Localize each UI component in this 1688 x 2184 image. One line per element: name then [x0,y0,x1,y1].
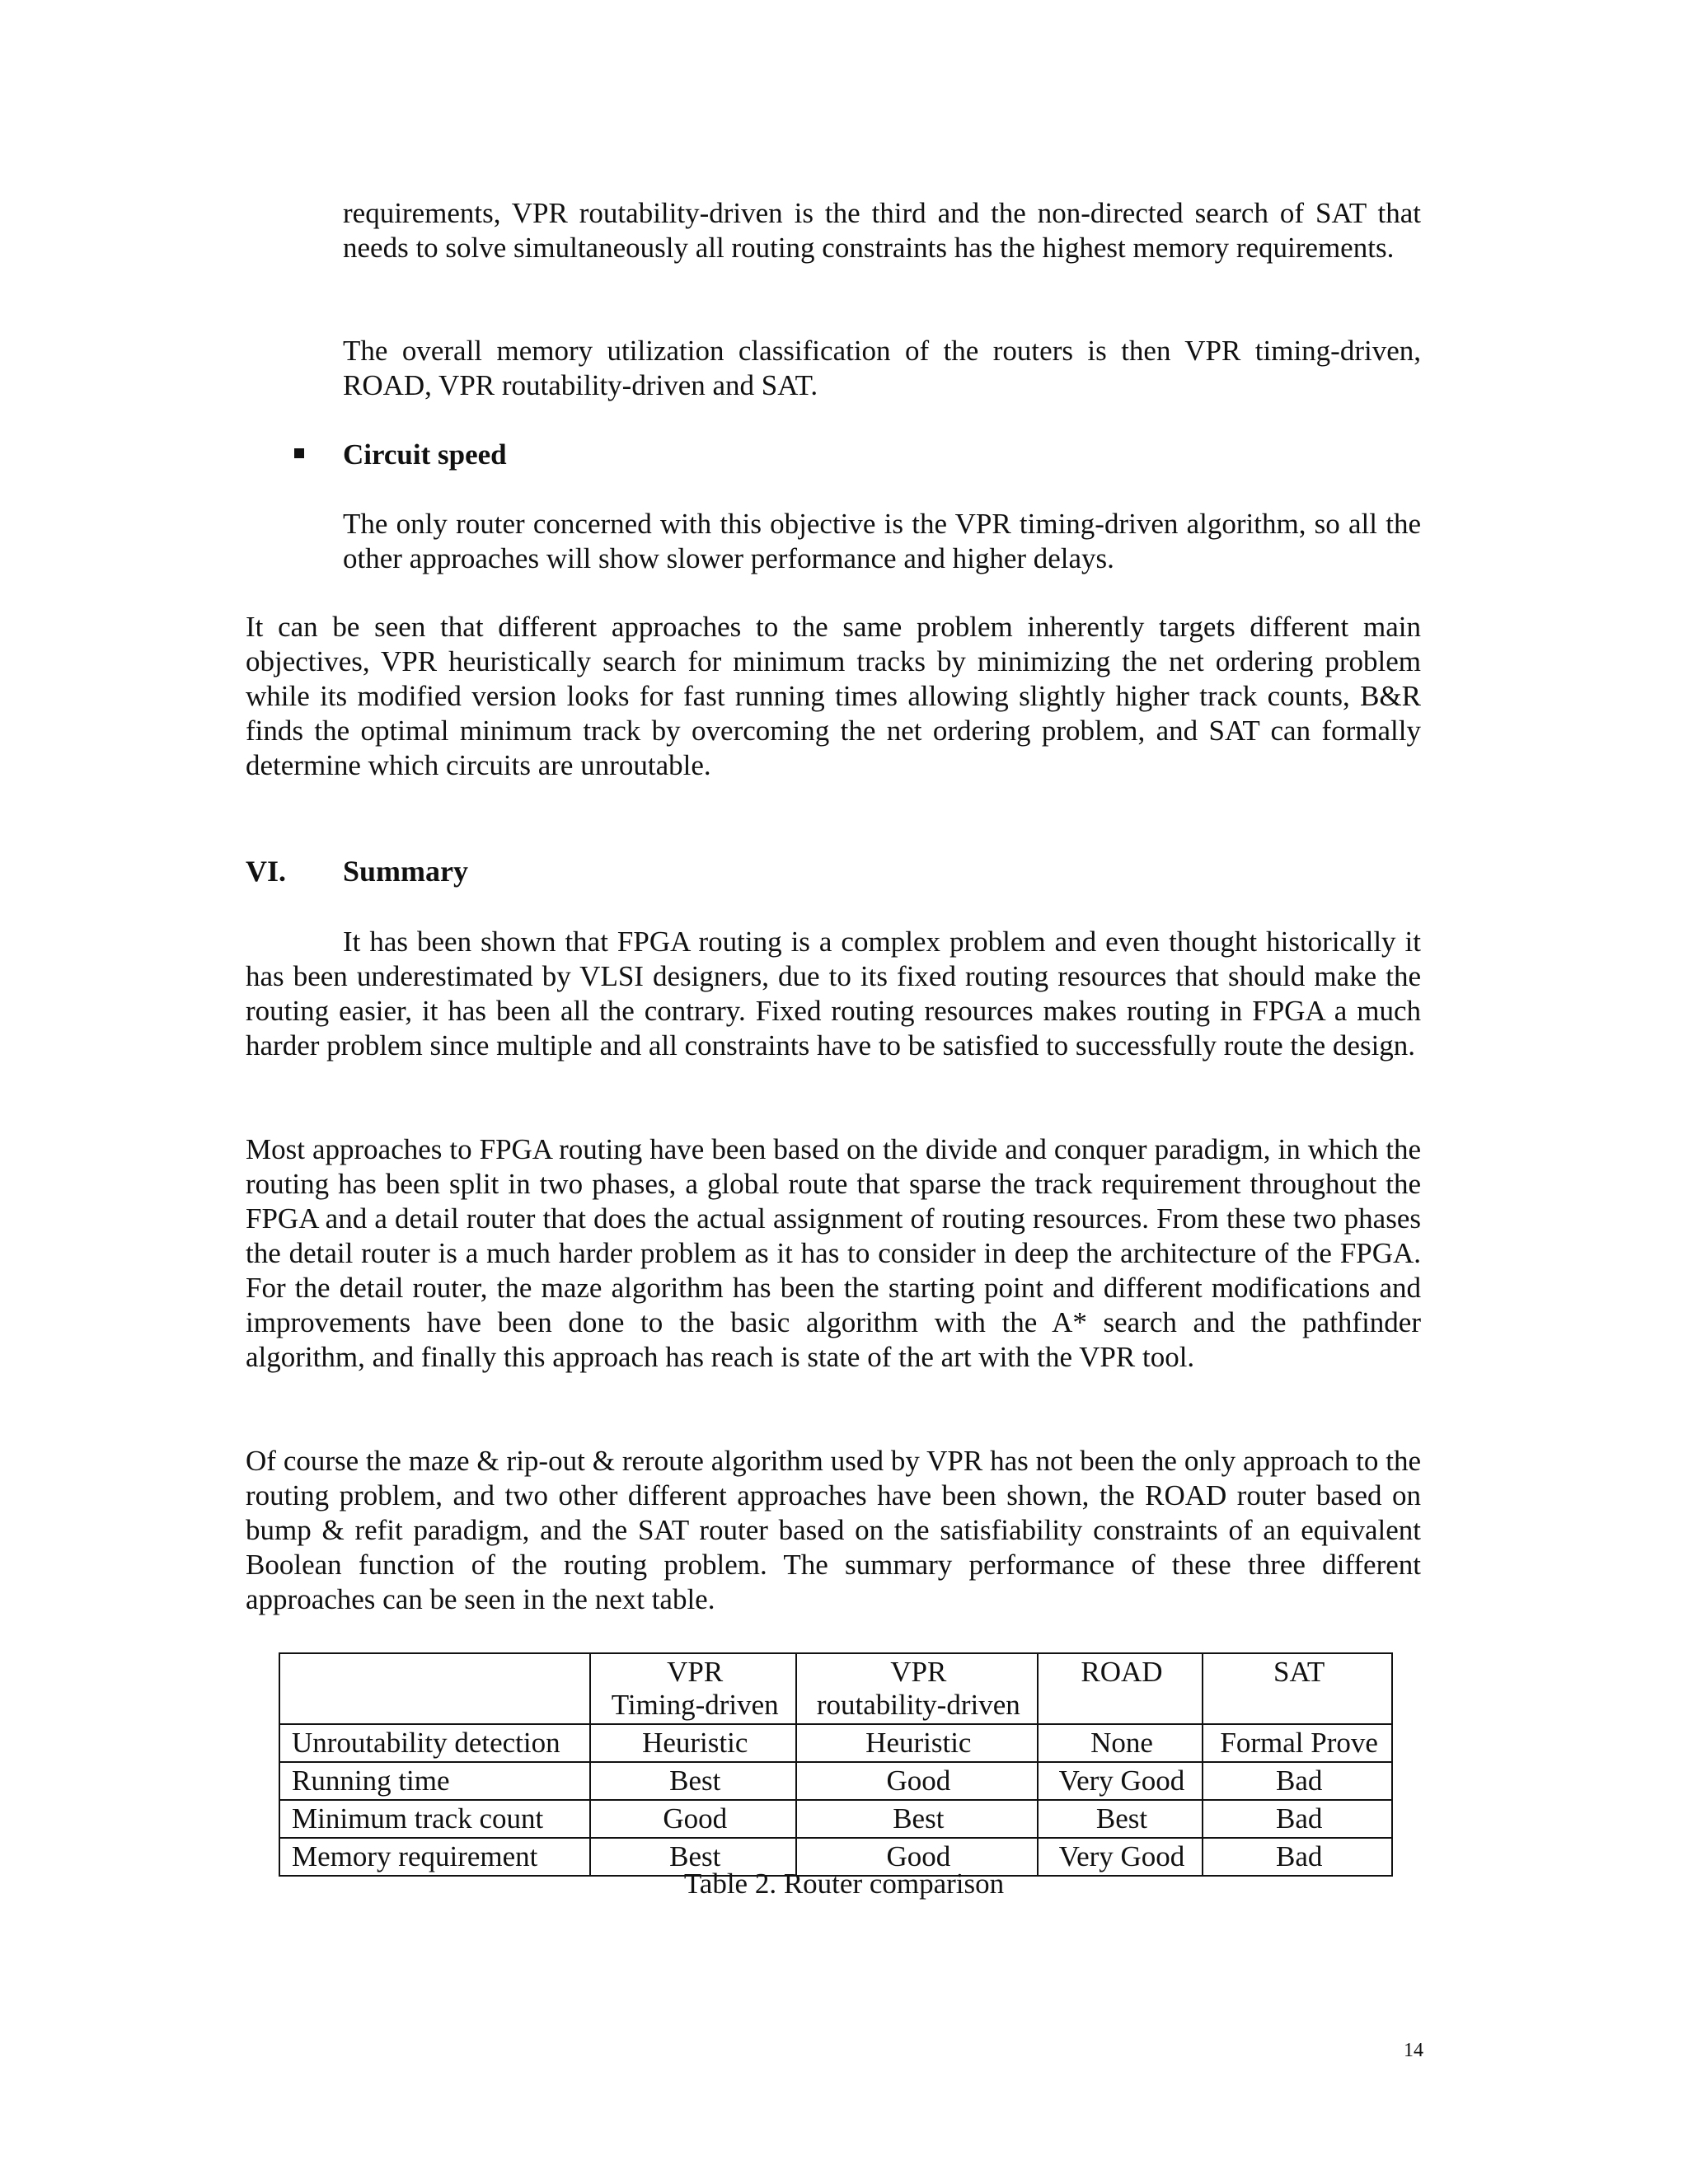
table-row [279,1762,1392,1800]
table-cell: Very Good [1038,1762,1203,1800]
table-row [279,1724,1392,1762]
table-header-cell: SAT [1203,1653,1392,1724]
table-header-cell: ROAD [1038,1653,1203,1724]
table-header-row [279,1653,1392,1724]
table-row-label: Minimum track count [279,1800,590,1838]
table-cell: None [1038,1724,1203,1762]
paragraph-circuit-speed: The only router concerned with this objective is the VPR timing-driven algorithm, so all the other approaches will show slower performance and higher delays. [343,508,1421,574]
table-cell: Good [796,1762,1038,1800]
table-cell: Best [590,1762,796,1800]
square-bullet-icon [294,448,304,458]
table-cell: Best [796,1800,1038,1838]
paragraph-summary-2: Most approaches to FPGA routing have been based on the divide and conquer paradigm, in which the routing has been split in two phases, a global route that sparse the track requirement throughout the FPGA and a detail router that does the actual assignment of routing resources. From these two phases the detail router is a much harder problem as it has to consider in deep the architecture of the FPGA. For the detail router, the maze algorithm has been the starting point and different modifications and improvements have been done to the basic algorithm with the A* search and the pathfinder algorithm, and finally this approach has reach is state of the art with the VPR tool. [246,1133,1421,1373]
bullet-circuit-speed [246,438,1421,472]
table-cell: Bad [1203,1762,1392,1800]
section-number: VI. [246,855,287,888]
paragraph-objectives: It can be seen that different approaches to the same problem inherently targets different main objectives, VPR heuristically search for minimum tracks by minimizing the net ordering problem while its modified version looks for fast running times allowing slightly higher track counts, B&R finds the optimal minimum track by overcoming the net ordering problem, and SAT can formally determine which circuits are unroutable. [246,611,1421,781]
paragraph-summary-3: Of course the maze & rip-out & reroute algorithm used by VPR has not been the only approach to the routing problem, and two other different approaches have been shown, the ROAD router based on bump & refit paradigm, and the SAT router based on the satisfiability constraints of an equivalent Boolean function of the routing problem. The summary performance of these three different approaches can be seen in the next table. [246,1445,1421,1615]
page-number: 14 [1404,2040,1423,2061]
table-cell: Best [590,1838,796,1876]
table-row-label: Running time [279,1762,590,1800]
table-header-cell: VPR Timing-driven [590,1653,796,1724]
section-title: Summary [343,855,468,888]
table-cell: Bad [1203,1838,1392,1876]
table-cell: Heuristic [590,1724,796,1762]
router-comparison-table [279,1652,1393,1877]
table-cell: Good [796,1838,1038,1876]
table-row [279,1800,1392,1838]
table-cell: Heuristic [796,1724,1038,1762]
paragraph-memory-continued: requirements, VPR routability-driven is the third and the non-directed search of SAT that needs to solve simultaneously all routing constraints has the highest memory requirements. [343,197,1421,264]
table-cell: Formal Prove [1203,1724,1392,1762]
paragraph-summary-1: It has been shown that FPGA routing is a complex problem and even thought historically it has been underestimated by VLSI designers, due to its fixed routing resources that should make the routing easier, it has been all the contrary. Fixed routing resources makes routing in FPGA a much harder problem since multiple and all constraints have to be satisfied to successfully route the design. [246,926,1421,1062]
table-cell: Bad [1203,1800,1392,1838]
table-row-label: Memory requirement [279,1838,590,1876]
paragraph-memory-overall: The overall memory utilization classification of the routers is then VPR timing-driven, ROAD, VPR routability-driven and SAT. [343,335,1421,401]
table-cell: Good [590,1800,796,1838]
table-cell: Best [1038,1800,1203,1838]
table-cell: Very Good [1038,1838,1203,1876]
table-row-label: Unroutability detection [279,1724,590,1762]
bullet-heading: Circuit speed [343,438,507,471]
table-caption: Table 2. Router comparison [683,1868,1005,1900]
table-header-cell: VPR routability-driven [796,1653,1038,1724]
table-corner-cell [279,1653,590,1724]
